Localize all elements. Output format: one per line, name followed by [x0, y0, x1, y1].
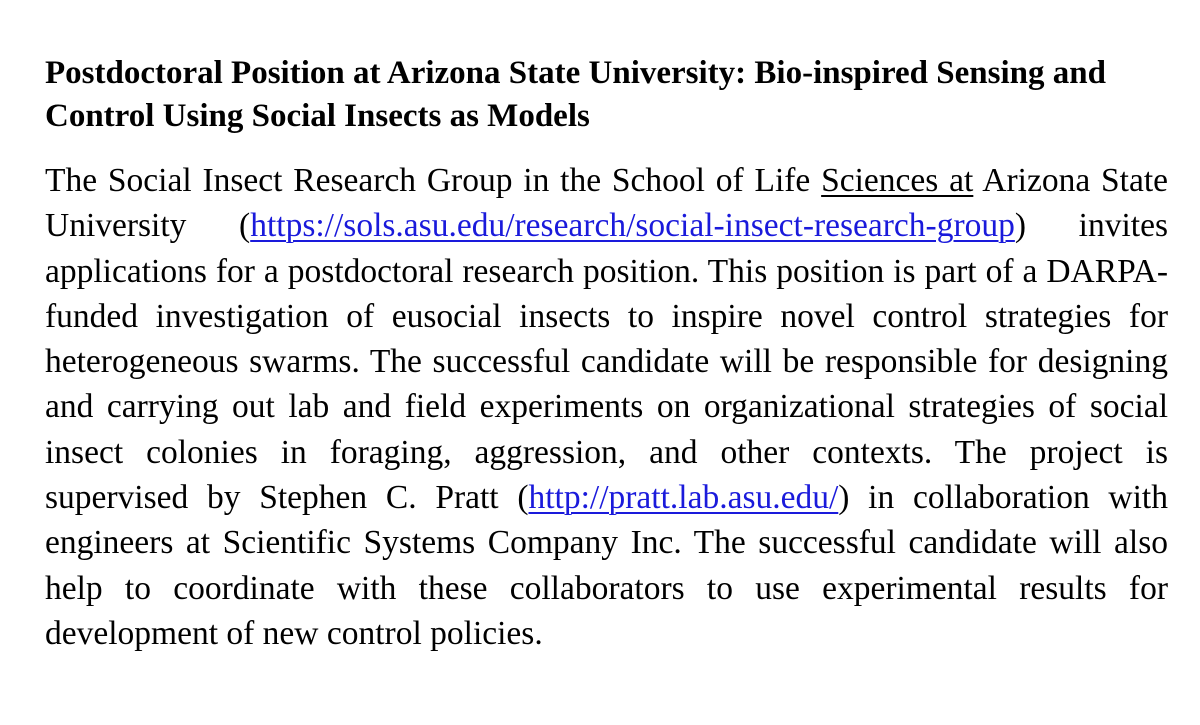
- paragraph-text-main: ) invites applications for a postdoctoral research position. This position is part of a DARPA-funded investigation of eusocial insects to inspire novel control strategies for heterogeneous swarms. The successful candidate will be responsible for designing and carrying out lab and field experiments on organizational strategies of social insect colonies in foraging, aggression, and other contexts. The project is supervised by Stephen C. Pratt (: [45, 207, 1168, 517]
- pratt-lab-link[interactable]: http://pratt.lab.asu.edu/: [528, 479, 839, 517]
- document-page: [45, 52, 1168, 656]
- paragraph-text-closing: ) in collaboration with engineers at Scientific Systems Company Inc. The successful candidate will also help to coordinate with these collaborators to use experimental results for development of new control policies.: [45, 479, 1168, 652]
- document-title: Postdoctoral Position at Arizona State University: Bio-inspired Sensing and Control Using Social Insects as Models: [45, 55, 1106, 134]
- paragraph-text-intro: The Social Insect Research Group in the School of Life: [45, 162, 822, 199]
- underlined-text: Sciences at: [821, 162, 974, 199]
- paragraph-text-university: Arizona State University (: [45, 162, 1168, 245]
- body-paragraph: [45, 158, 1168, 656]
- research-group-link[interactable]: https://sols.asu.edu/research/social-insect-research-group: [250, 207, 1015, 245]
